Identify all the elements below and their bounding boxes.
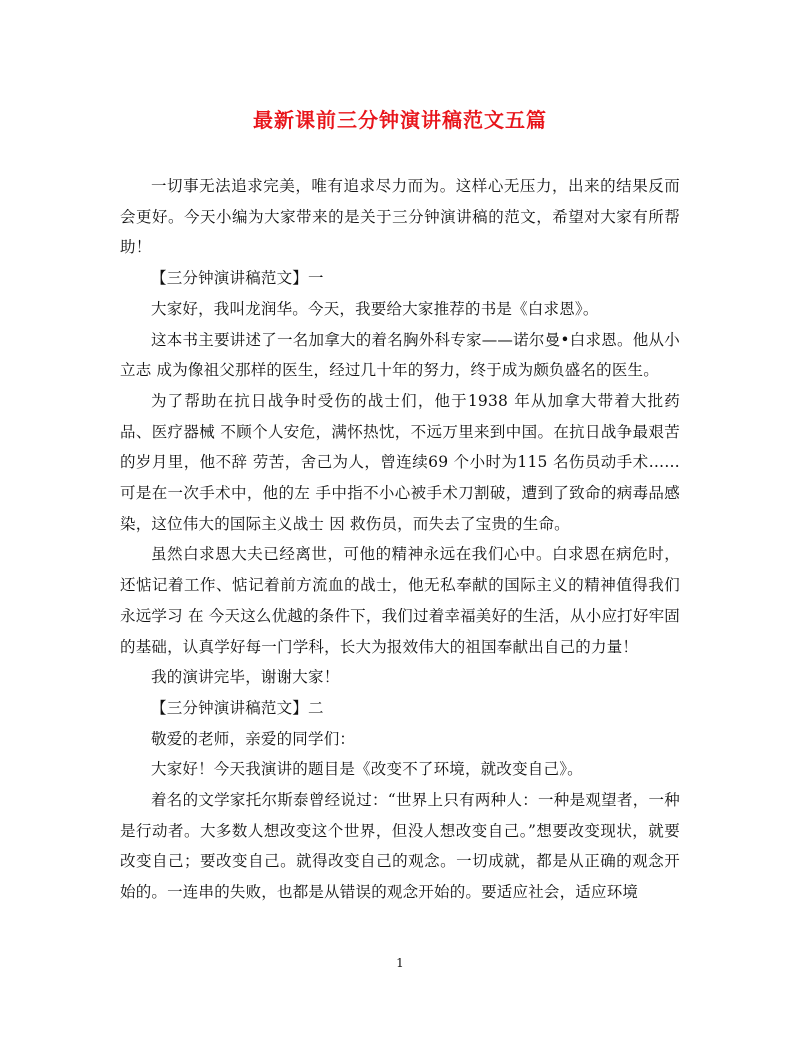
page-number: 1 [396, 956, 404, 970]
body-paragraph: 虽然白求恩大夫已经离世，可他的精神永远在我们心中。白求恩在病危时，还惦记着工作、惦记着前方流血的战士，他无私奉献的国际主义的精神值得我们永远学习 在 今天这么优越的条件下，我们过着幸福美好的生活，从小应打好牢固的基础，认真学好每一门学科，长大为报效伟大的祖国奉献出自己的力量！ [120, 545, 680, 656]
document-body [120, 171, 680, 908]
body-paragraph: 着名的文学家托尔斯泰曾经说过：“世界上只有两种人：一种是观望者，一种是行动者。大多数人想改变这个世界，但没人想改变自己。”想要改变现状，就要改变自己；要改变自己。就得改变自己的观念。一切成就，都是从正确的观念开始的。一连串的失败，也都是从错误的观念开始的。要适应社会，适应环境 [120, 791, 680, 902]
body-paragraph: 为了帮助在抗日战争时受伤的战士们，他于1938 年从加拿大带着大批药品、医疗器械 不顾个人安危，满怀热忱，不远万里来到中国。在抗日战争最艰苦的岁月里，他不辞 劳苦，舍己为人，曾连续69 个小时为115 名伤员动手术……可是在一次手术中，他的左 手中指不小心被手术刀割破，遭到了致命的病毒品感染，这位伟大的国际主义战士 因 救伤员，而失去了宝贵的生命。 [120, 391, 680, 533]
intro-paragraph: 一切事无法追求完美，唯有追求尽力而为。这样心无压力，出来的结果反而会更好。今天小编为大家带来的是关于三分钟演讲稿的范文，希望对大家有所帮助！ [120, 177, 680, 257]
body-paragraph: 我的演讲完毕，谢谢大家！ [151, 668, 340, 687]
body-paragraph: 敬爱的老师，亲爱的同学们： [151, 729, 356, 748]
body-paragraph: 大家好，我叫龙润华。今天，我要给大家推荐的书是《白求恩》。 [151, 299, 599, 318]
section-heading-1: 【三分钟演讲稿范文】一 [151, 269, 324, 288]
body-paragraph: 这本书主要讲述了一名加拿大的着名胸外科专家——诺尔曼•白求恩。他从小立志 成为像祖父那样的医生，经过几十年的努力，终于成为颇负盛名的医生。 [120, 330, 680, 380]
section-heading-2: 【三分钟演讲稿范文】二 [151, 698, 324, 717]
body-paragraph: 大家好！今天我演讲的题目是《改变不了环境，就改变自己》。 [151, 760, 583, 779]
document-title: 最新课前三分钟演讲稿范文五篇 [253, 108, 547, 132]
